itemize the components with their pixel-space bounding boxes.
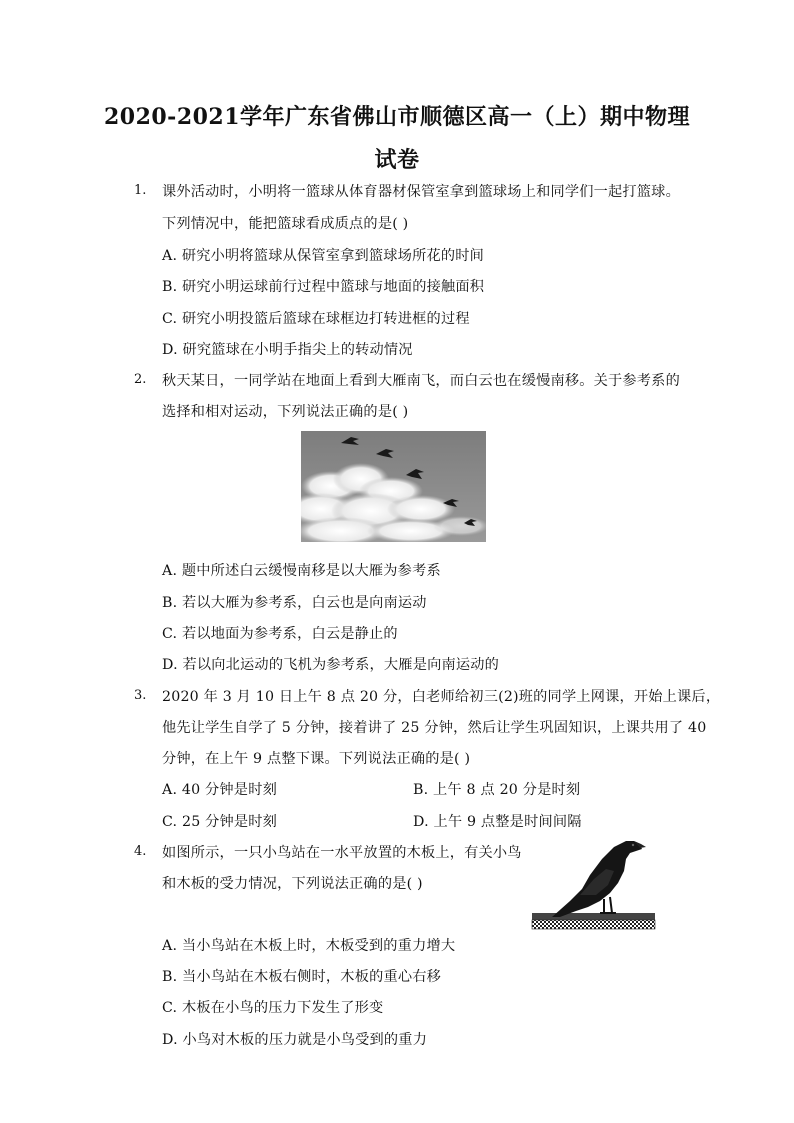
option-d: D. 研究篮球在小明手指尖上的转动情况 bbox=[162, 342, 413, 358]
crow-icon bbox=[552, 841, 646, 917]
question-number: 3. bbox=[134, 688, 147, 703]
option-d: D. 若以向北运动的飞机为参考系，大雁是向南运动的 bbox=[162, 657, 500, 673]
title-line-1: 2020-2021学年广东省佛山市顺德区高一（上）期中物理 bbox=[103, 104, 691, 130]
option-b: B. 上午 8 点 20 分是时刻 bbox=[413, 782, 581, 798]
geese-clouds-image bbox=[301, 431, 486, 542]
option-a: A. 当小鸟站在木板上时，木板受到的重力增大 bbox=[162, 938, 456, 954]
option-d: D. 小鸟对木板的压力就是小鸟受到的重力 bbox=[162, 1032, 428, 1048]
option-b: B. 若以大雁为参考系，白云也是向南运动 bbox=[162, 595, 427, 611]
question-stem-line: 下列情况中，能把篮球看成质点的是( ) bbox=[162, 216, 409, 232]
option-a: A. 40 分钟是时刻 bbox=[162, 782, 277, 798]
question-stem-line: 选择和相对运动，下列说法正确的是( ) bbox=[162, 404, 409, 420]
question-stem-line: 如图所示，一只小鸟站在一水平放置的木板上，有关小鸟 bbox=[162, 845, 522, 861]
question-stem-line: 和木板的受力情况，下列说法正确的是( ) bbox=[162, 876, 423, 892]
option-c: C. 研究小明投篮后篮球在球框边打转进框的过程 bbox=[162, 311, 470, 327]
bird-on-board-image bbox=[530, 835, 657, 933]
option-b: B. 研究小明运球前行过程中篮球与地面的接触面积 bbox=[162, 279, 485, 295]
option-c: C. 25 分钟是时刻 bbox=[162, 814, 278, 830]
question-stem-line: 他先让学生自学了 5 分钟，接着讲了 25 分钟，然后让学生巩固知识，上课共用了 40 bbox=[162, 720, 707, 736]
option-a: A. 题中所述白云缓慢南移是以大雁为参考系 bbox=[162, 563, 441, 579]
question-stem-line: 课外活动时，小明将一篮球从体育器材保管室拿到篮球场上和同学们一起打篮球。 bbox=[162, 184, 680, 200]
question-stem-line: 秋天某日，一同学站在地面上看到大雁南飞，而白云也在缓慢南移。关于参考系的 bbox=[162, 373, 680, 389]
question-stem-line: 2020 年 3 月 10 日上午 8 点 20 分，白老师给初三(2)班的同学上网课，开始上课后， bbox=[162, 689, 721, 705]
question-number: 4. bbox=[134, 844, 147, 859]
title-line-2: 试卷 bbox=[374, 147, 420, 173]
option-c: C. 若以地面为参考系，白云是静止的 bbox=[162, 626, 398, 642]
option-c: C. 木板在小鸟的压力下发生了形变 bbox=[162, 1000, 384, 1016]
option-a: A. 研究小明将篮球从保管室拿到篮球场所花的时间 bbox=[162, 248, 485, 264]
option-b: B. 当小鸟站在木板右侧时，木板的重心右移 bbox=[162, 969, 442, 985]
question-number: 2. bbox=[134, 372, 147, 387]
question-stem-line: 分钟，在上午 9 点整下课。下列说法正确的是( ) bbox=[162, 751, 471, 767]
question-number: 1. bbox=[134, 183, 147, 198]
option-d: D. 上午 9 点整是时间间隔 bbox=[413, 814, 582, 830]
